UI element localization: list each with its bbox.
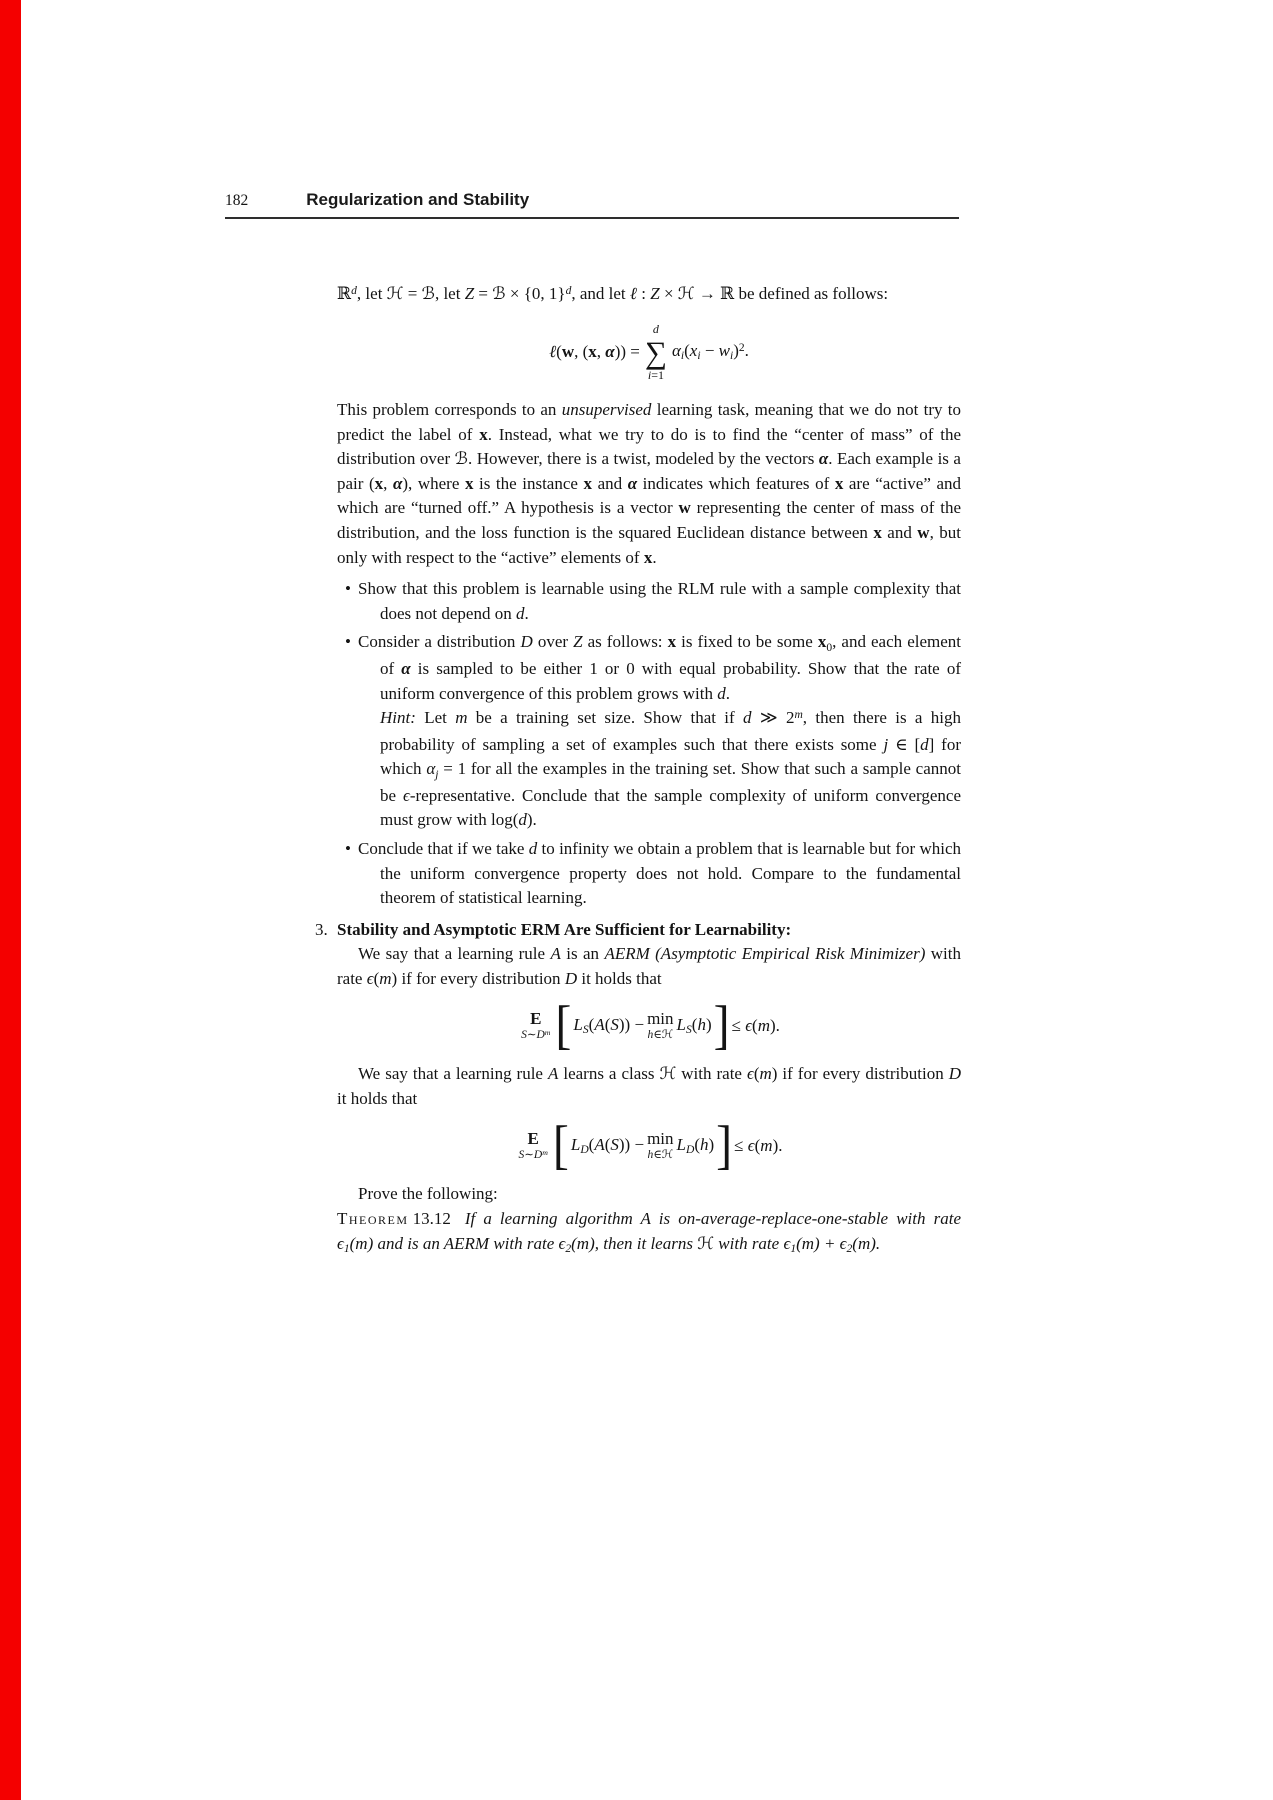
summation-operator [645, 323, 667, 382]
min-symbol: min [647, 1009, 674, 1029]
bullet-2-text: Consider a distribution D over Z as follows: x is fixed to be some x0, and each element of α is sampled to be either 1 or 0 with equal probability. Show that the rate of uniform convergence of this problem grows with d. [358, 632, 961, 703]
learns-min-arg: LD(h) [676, 1134, 715, 1156]
min-symbol: min [647, 1129, 674, 1149]
paragraph-unsupervised: This problem corresponds to an unsupervised learning task, meaning that we do not try to predict the label of x. Instead, what we try to do is to find the “center of mass” of the distribution over ℬ. However, there is a twist, modeled by the vectors α. Each example is a pair (x, α), where x is the instance x and α indicates which features of x are “active” and which are “turned off.” A hypothesis is a vector w representing the center of mass of the distribution, and the loss function is the squared Euclidean distance between x and w, but only with respect to the “active” elements of x. [337, 399, 962, 567]
bullet-marker: • [345, 839, 351, 859]
sigma-symbol: ∑ [644, 334, 667, 370]
paragraph-setup: ℝ$^d$, let ℋ = ℬ, let Z = ℬ × {0, 1}$^d$, and let ℓ : Z × ℋ → ℝ be defined as follows: [337, 283, 889, 303]
aerm-bound: ≤ ϵ(m). [731, 1015, 780, 1035]
theorem-13-12 [337, 1207, 961, 1258]
min-operator [647, 1010, 673, 1041]
bullet-marker: • [345, 632, 351, 652]
formula-rhs: αi(xi − wi)$^2$. [671, 340, 749, 363]
expectation-subscript: $S\sim D^m$ [518, 1147, 548, 1162]
bullet-item-1 [337, 577, 961, 626]
paragraph-prove: Prove the following: [358, 1184, 498, 1204]
right-bracket: ] [716, 1115, 733, 1175]
expectation-operator [521, 1010, 550, 1041]
expectation-symbol: E [530, 1009, 542, 1029]
aerm-min-arg: LS(h) [676, 1014, 712, 1036]
bullet-item-3 [337, 837, 961, 911]
exercise-number: 3. [315, 919, 328, 939]
bullet-item-2 [337, 630, 961, 833]
min-subscript: h∈ℋ [647, 1029, 674, 1042]
min-operator [647, 1130, 673, 1161]
expectation-subscript: $S\sim D^m$ [521, 1027, 551, 1042]
paragraph-learns-definition: We say that a learning rule A learns a class ℋ with rate ϵ(m) if for every distribution D it holds that [337, 1064, 961, 1109]
page-edge-strip [0, 0, 21, 1800]
min-subscript: h∈ℋ [647, 1149, 674, 1162]
exercise-3-title: Stability and Asymptotic ERM Are Sufficient for Learnability: [337, 919, 792, 939]
running-title: Regularization and Stability [306, 190, 530, 209]
learns-bound: ≤ ϵ(m). [734, 1135, 783, 1155]
exercise-3-heading [337, 918, 961, 943]
formula-loss-function [337, 323, 961, 382]
formula-aerm [337, 995, 961, 1055]
page-number: 182 [225, 192, 249, 209]
exercise-item-3 [315, 918, 961, 1207]
bullet-3-text: Conclude that if we take d to infinity we obtain a problem that is learnable but for which the uniform convergence property does not hold. Compare to the fundamental theorem of statistical learning. [358, 839, 961, 908]
bullet-list [337, 577, 961, 911]
bullet-1-text: Show that this problem is learnable using the RLM rule with a sample complexity that does not depend on d. [358, 579, 961, 623]
theorem-label: Theorem [337, 1209, 409, 1228]
bullet-marker: • [345, 579, 351, 599]
left-bracket: [ [552, 1115, 569, 1175]
running-header [225, 190, 959, 219]
sum-upper-limit: d [652, 321, 659, 336]
formula-lhs: ℓ(w, (x, α)) = [549, 341, 640, 361]
aerm-lhs: LS(A(S)) − [573, 1014, 645, 1036]
page-content [315, 282, 962, 1258]
sum-lower-limit: i=1 [647, 367, 664, 382]
expectation-symbol: E [527, 1129, 539, 1149]
left-bracket: [ [555, 995, 572, 1055]
paragraph-aerm-definition: We say that a learning rule A is an AERM (Asymptotic Empirical Risk Minimizer) with rate ϵ(m) if for every distribution D it holds that [337, 944, 961, 989]
theorem-body: If a learning algorithm A is on-average-replace-one-stable with rate ϵ1(m) and is an AERM with rate ϵ2(m), then it learns ℋ with rate ϵ1(m) + ϵ2(m). [337, 1209, 961, 1255]
right-bracket: ] [713, 995, 730, 1055]
theorem-number: 13.12 [412, 1209, 451, 1228]
formula-learns [337, 1115, 961, 1175]
expectation-operator [519, 1130, 548, 1161]
bullet-2-hint: Hint: Let m be a training set size. Show that if d ≫ 2$^m$, then there is a high probability of sampling a set of examples such that there exists some j ∈ [d] for which αj = 1 for all the examples in the training set. Show that such a sample cannot be ϵ-representative. Conclude that the sample complexity of uniform convergence must grow with log(d). [380, 707, 962, 830]
learns-lhs: LD(A(S)) − [570, 1134, 645, 1156]
